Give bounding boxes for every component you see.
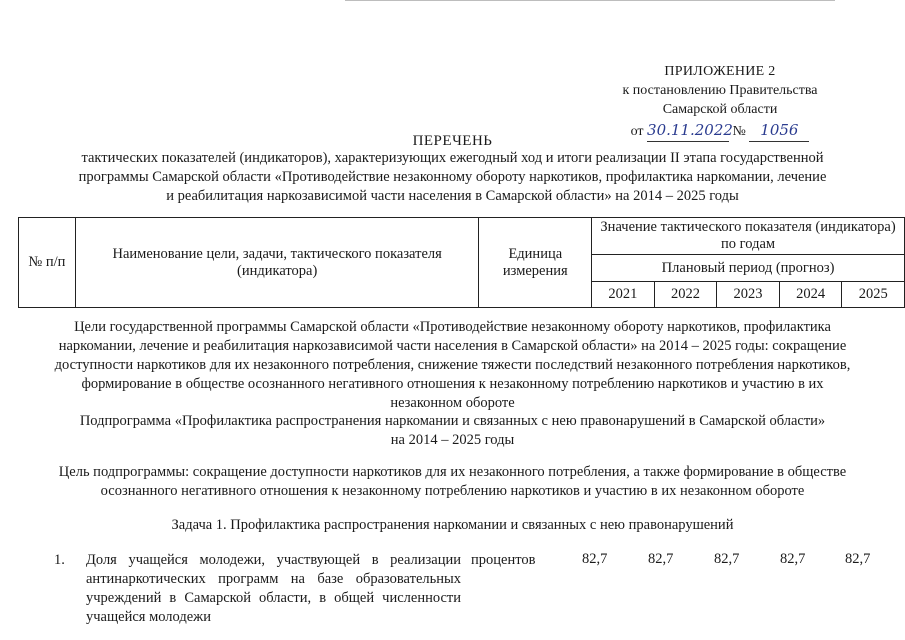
program-goals: Цели государственной программы Самарской области «Противодействие незаконному обороту наркотиков, профилактика наркомании, лечение и реабилитация наркозависимой части населения в Самарской области» на 2014 – 2025 годы: сокращение доступности наркотиков для их незаконного потребления, снижение тяжести последствий незаконного потребления наркотиков, формирование в обществе осознанного негативного отношения к незаконному потреблению наркотиков и участию в их незаконном обороте — [54, 319, 851, 411]
appendix-block — [570, 62, 870, 142]
col-plan-header: Плановый период (прогноз) — [592, 255, 905, 282]
doc-title: ПЕРЕЧЕНЬ — [412, 133, 493, 149]
scan-top-rule — [345, 0, 835, 1]
date-prefix: от — [630, 124, 644, 139]
col-unit-header: Единица измерения — [479, 218, 592, 308]
subtitle-line2: программы Самарской области «Противодействие незаконному обороту наркотиков, профилактика наркомании, лечение — [78, 169, 827, 185]
number-value: 1056 — [760, 121, 799, 139]
indicators-table-header — [18, 217, 905, 308]
row-unit: процентов — [471, 552, 536, 568]
subprogram-title: Подпрограмма «Профилактика распространения наркомании и связанных с нею правонарушений в Самарской области» на 2014 – 2025 годы — [79, 413, 826, 448]
year-2025: 2025 — [842, 282, 905, 308]
date-value: 30.11.2022 — [647, 121, 733, 139]
appendix-line1: к постановлению Правительства — [622, 83, 818, 98]
subtitle-line1: тактических показателей (индикаторов), характеризующих ежегодный ход и итоги реализации II этапа государственной — [81, 150, 824, 166]
value-2025: 82,7 — [845, 551, 871, 567]
subprogram-goal: Цель подпрограммы: сокращение доступности наркотиков для их незаконного потребления, а также формирование в обществе осознанного негативного отношения к незаконному потреблению наркотиков и участию в их незаконном обороте — [58, 464, 847, 499]
col-num-header: № п/п — [19, 218, 76, 308]
year-2024: 2024 — [779, 282, 842, 308]
doc-subtitle — [0, 149, 905, 206]
value-2021: 82,7 — [582, 551, 608, 567]
task-1: Задача 1. Профилактика распространения наркомании и связанных с нею правонарушений — [171, 517, 734, 533]
subtitle-line3: и реабилитация наркозависимой части населения в Самарской области» на 2014 – 2025 годы — [166, 188, 739, 204]
number-sign: № — [732, 124, 746, 139]
year-2022: 2022 — [654, 282, 717, 308]
col-name-header: Наименование цели, задачи, тактического показателя (индикатора) — [75, 218, 479, 308]
row-number: 1. — [54, 552, 65, 568]
col-value-header: Значение тактического показателя (индикатора) по годам — [592, 218, 905, 255]
appendix-line2: Самарской области — [662, 102, 778, 117]
appendix-title: ПРИЛОЖЕНИЕ 2 — [664, 64, 776, 79]
value-2023: 82,7 — [714, 551, 740, 567]
row-name: Доля учащейся молодежи, участвующей в реализации антинаркотических программ на базе образовательных учреждений в Самарской области, в общей численности учащейся молодежи — [86, 552, 461, 625]
value-2024: 82,7 — [780, 551, 806, 567]
value-2022: 82,7 — [648, 551, 674, 567]
year-2023: 2023 — [717, 282, 780, 308]
year-2021: 2021 — [592, 282, 655, 308]
